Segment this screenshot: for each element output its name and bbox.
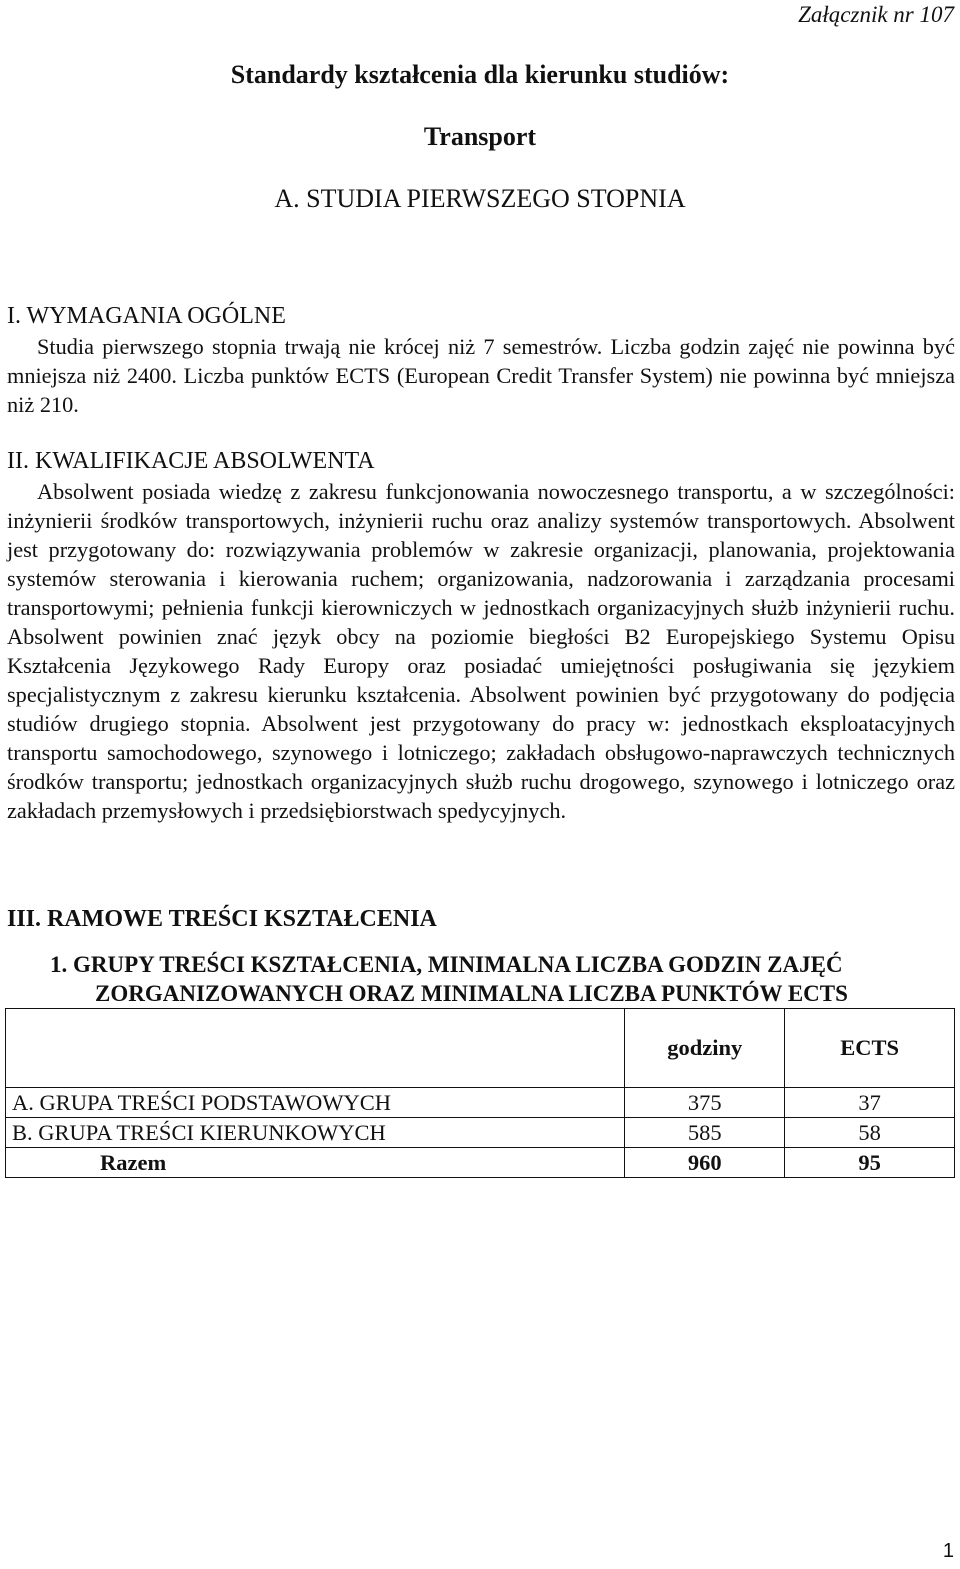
section-1-text: Studia pierwszego stopnia trwają nie krócej niż 7 semestrów. Liczba godzin zajęć nie powinna być mniejsza niż 2400. Liczba punktów ECTS (European Credit Transfer System) nie powinna być mniejsza niż 210.: [7, 334, 955, 417]
section-2-text: Absolwent posiada wiedzę z zakresu funkcjonowania nowoczesnego transportu, a w szczególności: inżynierii środków transportowych, inżynierii ruchu oraz analizy systemów transportowych. Absolwent jest przygotowany do: rozwiązywania problemów w zakresie organizacji, planowania, projektowania systemów sterowania i kierowania ruchem; organizowania, nadzorowania i zarządzania procesami transportowymi; pełnienia funkcji kierowniczych w jednostkach organizacyjnych służb inżynierii ruchu. Absolwent powinien znać język obcy na poziomie biegłości B2 Europejskiego Systemu Opisu Kształcenia Językowego Rady Europy oraz posiadać umiejętności posługiwania się językiem specjalistycznym z zakresu kierunku kształcenia. Absolwent powinien być przygotowany do podjęcia studiów drugiego stopnia. Absolwent jest przygotowany do pracy w: jednostkach eksploatacyjnych transportu samochodowego, szynowego i lotniczego; zakładach obsługowo-naprawczych technicznych środków transportu; jednostkach organizacyjnych służb ruchu drogowego, szynowego i lotniczego oraz zakładach przemysłowych i przedsiębiorstwach spedycyjnych.: [7, 479, 955, 823]
table-row: [6, 1118, 955, 1148]
header-empty-cell: [6, 1009, 625, 1088]
document-title: Standardy kształcenia dla kierunku studiów:: [230, 60, 730, 89]
total-ects: 95: [785, 1148, 955, 1178]
table-total-row: [6, 1148, 955, 1178]
row-ects: 58: [785, 1118, 955, 1148]
row-ects: 37: [785, 1088, 955, 1118]
section-1-body: [7, 332, 955, 419]
section-1-heading: I. WYMAGANIA OGÓLNE: [7, 303, 286, 329]
header-ects: ECTS: [785, 1009, 955, 1088]
subheading-line-2: ZORGANIZOWANYCH ORAZ MINIMALNA LICZBA PUNKTÓW ECTS: [95, 981, 848, 1006]
section-3-subheading: [50, 950, 955, 1008]
section-2-body: [7, 477, 955, 825]
header-hours: godziny: [625, 1009, 785, 1088]
page-number: 1: [942, 1540, 954, 1562]
row-label: A. GRUPA TREŚCI PODSTAWOWYCH: [6, 1088, 625, 1118]
total-hours: 960: [625, 1148, 785, 1178]
row-hours: 375: [625, 1088, 785, 1118]
row-label: B. GRUPA TREŚCI KIERUNKOWYCH: [6, 1118, 625, 1148]
row-hours: 585: [625, 1118, 785, 1148]
section-3-heading: III. RAMOWE TREŚCI KSZTAŁCENIA: [7, 906, 437, 932]
table-row: [6, 1088, 955, 1118]
subheading-line-1: 1. GRUPY TREŚCI KSZTAŁCENIA, MINIMALNA LICZBA GODZIN ZAJĘĆ: [50, 952, 843, 977]
study-level-heading: A. STUDIA PIERWSZEGO STOPNIA: [274, 184, 686, 213]
table-header-row: [6, 1009, 955, 1088]
section-2-heading: II. KWALIFIKACJE ABSOLWENTA: [7, 448, 375, 474]
total-label: Razem: [6, 1148, 625, 1178]
attachment-label: Załącznik nr 107: [798, 2, 954, 27]
content-groups-table: [5, 1008, 955, 1178]
field-of-study: Transport: [423, 122, 537, 151]
